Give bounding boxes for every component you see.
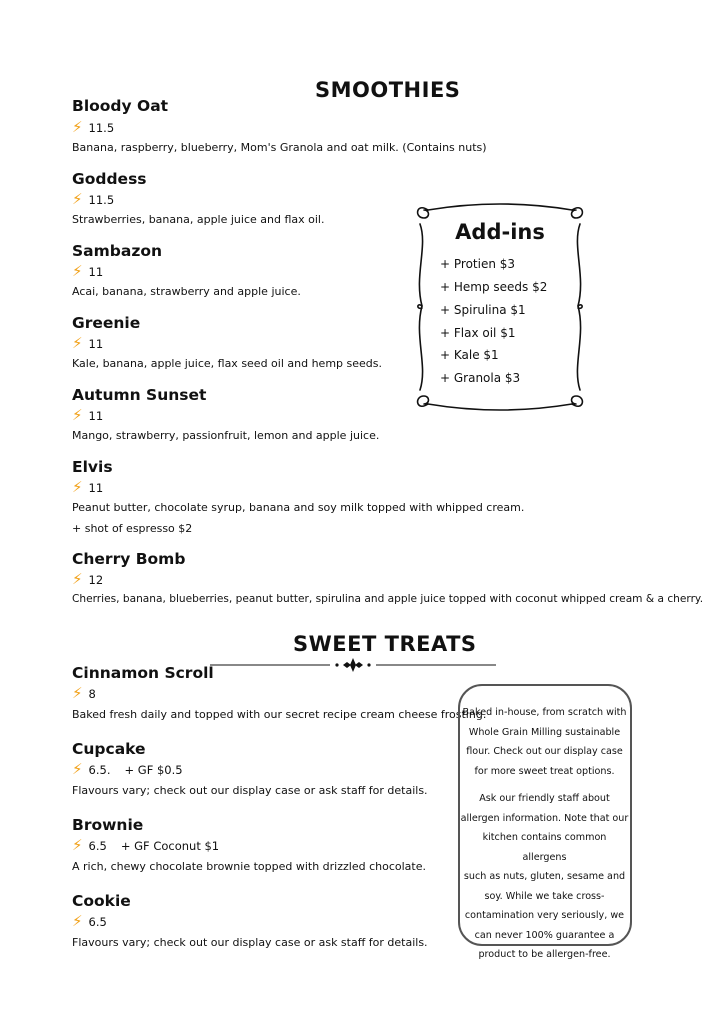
treat-description: A rich, chewy chocolate brownie topped with drizzled chocolate. [72,860,426,873]
treat-price-row [72,762,183,777]
lightning-bolt-icon: ⚡ [72,118,83,136]
smoothie-description: Banana, raspberry, blueberry, Mom's Granola and oat milk. (Contains nuts) [72,141,487,154]
smoothies-title: SMOOTHIES [315,78,461,102]
addin-item: + Protien $3 [440,257,516,271]
treat-description: Baked fresh daily and topped with our secret recipe cream cheese frosting. [72,708,487,721]
addins-box [414,196,586,418]
smoothie-price: 11 [88,480,104,495]
addins-title: Add-ins [455,220,545,244]
ornamental-divider [210,658,496,672]
info-line: contamination very seriously, we [464,910,625,921]
treat-name: Cinnamon Scroll [72,664,214,682]
info-line: Whole Grain Milling sustainable [468,726,621,738]
addin-item: + Kale $1 [440,348,499,362]
smoothie-description: Acai, banana, strawberry and apple juice. [72,285,301,298]
lightning-bolt-icon: ⚡ [72,760,83,778]
addin-item: + Hemp seeds $2 [440,280,548,294]
treat-gf-option: + GF Coconut $1 [120,838,220,853]
lightning-bolt-icon: ⚡ [72,478,83,496]
info-line: kitchen contains common allergens [482,832,607,863]
addin-item: + Flax oil $1 [440,326,516,340]
smoothie-name: Sambazon [72,242,163,260]
smoothie-price: 11 [88,264,104,279]
smoothie-price: 11.5 [88,192,115,207]
smoothie-name: Cherry Bomb [72,550,186,568]
info-line: can never 100% guarantee a [474,929,615,941]
bakery-info-box [458,684,632,960]
treat-name: Cupcake [72,740,146,758]
smoothie-price-row [72,408,103,423]
info-line: such as nuts, gluten, sesame and [463,871,626,882]
treat-description: Flavours vary; check out our display case or ask staff for details. [72,936,428,949]
treat-price: 8 [88,686,96,701]
smoothie-price: 12 [88,572,104,587]
smoothie-description: Cherries, banana, blueberries, peanut butter, spirulina and apple juice topped with coconut whipped cream & a cherry. [72,593,704,605]
treat-price: 6.5. [88,762,111,777]
smoothie-description: Kale, banana, apple juice, flax seed oil and hemp seeds. [72,357,382,370]
smoothie-extra: + shot of espresso $2 [72,522,193,535]
lightning-bolt-icon: ⚡ [72,190,83,208]
addin-item: + Spirulina $1 [440,303,526,317]
info-line: Ask our friendly staff about [479,793,610,804]
info-line: flour. Check out our display case [466,746,623,757]
lightning-bolt-icon: ⚡ [72,836,83,854]
smoothie-name: Bloody Oat [72,97,169,115]
info-line: for more sweet treat options. [474,765,615,777]
smoothie-description: Mango, strawberry, passionfruit, lemon and apple juice. [72,429,380,442]
treat-price: 6.5 [88,838,107,853]
treat-name: Brownie [72,816,144,834]
smoothie-price: 11 [88,336,104,351]
addin-item: + Granola $3 [440,371,521,385]
treat-price-row [72,838,219,853]
lightning-bolt-icon: ⚡ [72,406,83,424]
treat-price-row [72,914,107,929]
smoothie-description: Peanut butter, chocolate syrup, banana and soy milk topped with whipped cream. [72,501,525,514]
smoothie-price-row [72,336,103,351]
treat-description: Flavours vary; check out our display case or ask staff for details. [72,784,428,797]
treat-gf-option: + GF $0.5 [124,762,183,777]
smoothie-price-row [72,572,103,587]
smoothie-name: Greenie [72,314,141,332]
smoothie-description: Strawberries, banana, apple juice and flax oil. [72,213,325,226]
smoothie-price-row [72,120,114,135]
info-line: Baked in-house, from scratch with [462,707,627,718]
lightning-bolt-icon: ⚡ [72,684,83,702]
smoothie-name: Autumn Sunset [72,386,207,404]
smoothie-name: Goddess [72,170,147,188]
smoothie-price: 11 [88,408,104,423]
info-line: soy. While we take cross- [484,890,605,902]
smoothie-price-row [72,192,114,207]
treat-price: 6.5 [88,914,107,929]
smoothie-name: Elvis [72,458,113,476]
info-line: allergen information. Note that our [460,812,629,824]
smoothie-price-row [72,264,103,279]
lightning-bolt-icon: ⚡ [72,570,83,588]
sweet-treats-title: SWEET TREATS [293,632,477,656]
treat-price-row [72,686,96,701]
treat-name: Cookie [72,892,131,910]
smoothie-price: 11.5 [88,120,115,135]
smoothie-price-row [72,480,103,495]
info-line: product to be allergen-free. [478,949,611,960]
lightning-bolt-icon: ⚡ [72,334,83,352]
lightning-bolt-icon: ⚡ [72,912,83,930]
lightning-bolt-icon: ⚡ [72,262,83,280]
